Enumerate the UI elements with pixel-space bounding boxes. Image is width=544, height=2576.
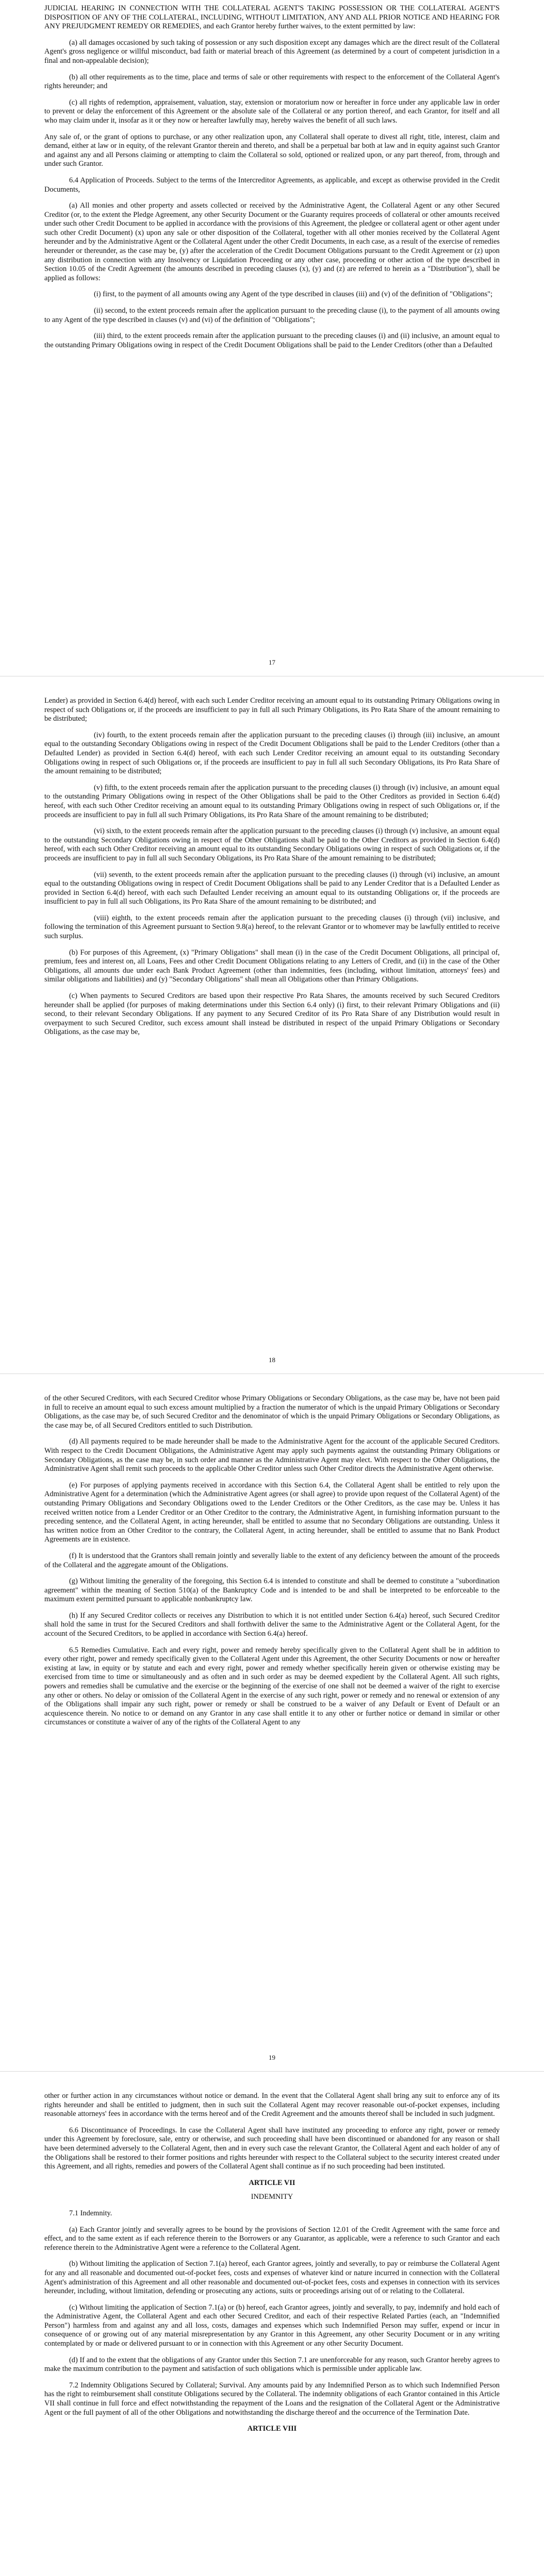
paragraph: 7.2 Indemnity Obligations Secured by Collateral; Survival. Any amounts paid by any Indemnified Person as to which such Indemnified Person has the right to reimbursement shall constitute Obligations secured by the Collateral. The indemnity obligations of each Grantor contained in this Article VII shall continue in full force and effect notwithstanding the repayment of the Loans and the resignation of the Collateral Agent or the Administrative Agent or the full payment of all of the other Obligations and notwithstanding the discharge thereof and the occurrence of the Termination Date. [44,2381,500,2417]
document-page-20 [0,2092,544,2439]
paragraph: (a) Each Grantor jointly and severally agrees to be bound by the provisions of Section 12.01 of the Credit Agreement with the same force and effect, and to the same extent as if each reference therein to the Borrowers or any Guarantor, as applicable, were a reference to such Grantor and each reference therein to the Administrative Agent were a reference to the Collateral Agent. [44,2225,500,2252]
paragraph: (a) all damages occasioned by such taking of possession or any such disposition except any damages which are the direct result of the Collateral Agent's gross negligence or willful misconduct, bad faith or material breach of this Agreement (as determined by a court of competent jurisdiction in a final and non-appealable decision); [44,38,500,65]
paragraph: (a) All monies and other property and assets collected or received by the Administrative Agent, the Collateral Agent or any other Secured Creditor (or, to the extent the Pledge Agreement, any other Security Document or the Guaranty requires proceeds of collateral or other amounts received under such other Credit Document to be applied in accordance with the provisions of this Agreement, the pledgee or collateral agent or other agent under such other Credit Document) (x) upon any sale or other disposition of the Collateral, together with all other monies received by the Collateral Agent hereunder and by the Administrative Agent or the Collateral Agent under the other Credit Documents, in each case, as a result of the exercise of remedies hereunder or thereunder, as the case may be, (y) after the acceleration of the Credit Document Obligations pursuant to the Credit Agreement or (z) upon any distribution in connection with any Insolvency or Liquidation Proceeding or any other case, proceeding or other action of the type described in Section 10.05 of the Credit Agreement (the amounts described in preceding clauses (x), (y) and (z) are referred to herein as a "Distribution"), shall be applied as follows: [44,201,500,282]
paragraph: (c) Without limiting the application of Section 7.1(a) or (b) hereof, each Grantor agrees, jointly and severally, to pay, indemnify and hold each of the Administrative Agent, the Collateral Agent and each other Secured Creditor, and each of their respective Related Parties (each, an "Indemnified Person") harmless from and against any and all loss, costs, damages and expenses which such Indemnified Person may suffer, expend or incur in consequence of or growing out of any material misrepresentation by any Grantor in this Agreement, any other Security Document or in any writing contemplated by or made or delivered pursuant to or in connection with this Agreement or any other Security Document. [44,2303,500,2348]
paragraph: Any sale of, or the grant of options to purchase, or any other realization upon, any Collateral shall operate to divest all right, title, interest, claim and demand, either at law or in equity, of the relevant Grantor therein and thereto, and shall be a perpetual bar both at law and in equity against such Grantor and against any and all Persons claiming or attempting to claim the Collateral so sold, optioned or realized upon, or any part thereof, from, through and under such Grantor. [44,132,500,168]
paragraph: (viii) eighth, to the extent proceeds remain after the application pursuant to the preceding clauses (i) through (vii) inclusive, and following the termination of this Agreement pursuant to Section 9.8(a) hereof, to the relevant Grantor or to whomever may be lawfully entitled to receive such surplus. [44,913,500,941]
article-heading: ARTICLE VIII [247,2425,297,2433]
paragraph: (c) When payments to Secured Creditors are based upon their respective Pro Rata Shares, the amounts received by such Secured Creditors hereunder shall be applied (for purposes of making determinations under this Section 6.4 only) (i) first, to their relevant Primary Obligations and (ii) second, to their relevant Secondary Obligations. If any payment to any Secured Creditor of its Pro Rata Share of any Distribution would result in overpayment to such Secured Creditor, such excess amount shall instead be distributed in respect of the unpaid Primary Obligations or Secondary Obligations, as the case may be, [44,992,500,1037]
paragraph: JUDICIAL HEARING IN CONNECTION WITH THE COLLATERAL AGENT'S TAKING POSSESSION OR THE COLLATERAL AGENT'S DISPOSITION OF ANY OF THE COLLATERAL, INCLUDING, WITHOUT LIMITATION, ANY AND ALL PRIOR NOTICE AND HEARING FOR ANY PREJUDGMENT REMEDY OR REMEDIES, and each Grantor hereby further waives, to the extent permitted by law: [44,4,500,31]
paragraph: (c) all rights of redemption, appraisement, valuation, stay, extension or moratorium now or hereafter in force under any applicable law in order to prevent or delay the enforcement of this Agreement or the absolute sale of the Collateral or any portion thereof, and each Grantor, for itself and all who may claim under it, insofar as it or they now or hereafter lawfully may, hereby waives the benefit of all such laws. [44,98,500,125]
page-number: 17 [269,658,275,666]
paragraph: (b) For purposes of this Agreement, (x) "Primary Obligations" shall mean (i) in the case of the Credit Document Obligations, all principal of, premium, fees and interest on, all Loans, Fees and other Credit Document Obligations relating to any Letters of Credit, and (ii) in the case of the Other Obligations, all amounts due under each Bank Product Agreement (other than indemnities, fees (including, without limitation, attorneys' fees) and similar obligations and liabilities) and (y) "Secondary Obligations" shall mean all Obligations other than Primary Obligations. [44,948,500,984]
paragraph: (b) all other requirements as to the time, place and terms of sale or other requirements with respect to the enforcement of the Collateral Agent's rights hereunder; and [44,73,500,91]
paragraph: (vii) seventh, to the extent proceeds remain after the application pursuant to the preceding clauses (i) through (vi) inclusive, an amount equal to the outstanding Obligations owing in respect of Credit Document Obligations shall be paid to any Lender Creditor that is a Defaulted Lender as provided in Section 6.4(d) hereof, with each such Defaulted Lender receiving an amount equal to its outstanding Obligations or, if the proceeds are insufficient to pay in full all such Obligations, its Pro Rata Share of the amount remaining to be distributed; and [44,870,500,906]
page-number: 19 [269,2054,275,2061]
page-divider [0,2071,544,2072]
article-subheading: INDEMNITY [251,2193,293,2201]
paragraph: (d) If and to the extent that the obligations of any Grantor under this Section 7.1 are unenforceable for any reason, such Grantor hereby agrees to make the maximum contribution to the payment and satisfaction of such obligations which is permissible under applicable law. [44,2355,500,2374]
paragraph: 6.6 Discontinuance of Proceedings. In case the Collateral Agent shall have instituted any proceeding to enforce any right, power or remedy under this Agreement by foreclosure, sale, entry or otherwise, and such proceeding shall have been discontinued or abandoned for any reason or shall have been determined adversely to the Collateral Agent, then and in every such case the relevant Grantor, the Collateral Agent and each holder of any of the Obligations shall be restored to their former positions and rights hereunder with respect to the Collateral subject to the security interest created under this Agreement, and all rights, remedies and powers of the Collateral Agent shall continue as if no such proceeding had been instituted. [44,2126,500,2171]
document-page-18 [0,697,544,1044]
article-heading: ARTICLE VII [249,2178,295,2187]
paragraph: other or further action in any circumstances without notice or demand. In the event that the Collateral Agent shall bring any suit to enforce any of its rights hereunder and shall be entitled to judgment, then in such suit the Collateral Agent may recover reasonable out-of-pocket expenses, including reasonable attorneys' fees in accordance with the terms hereof and of the Credit Agreement and the amounts thereof shall be included in such judgment. [44,2092,500,2119]
document-page-17 [0,4,544,357]
paragraph: (ii) second, to the extent proceeds remain after the application pursuant to the preceding clause (i), to the payment of all amounts owing to any Agent of the type described in clauses (v) and (vi) of the definition of "Obligations"; [44,307,500,324]
paragraph: (v) fifth, to the extent proceeds remain after the application pursuant to the preceding clauses (i) through (iv) inclusive, an amount equal to the outstanding Primary Obligations owing in respect of the Other Obligations shall be paid to the Other Creditors as provided in Section 6.4(d) hereof, with each such Other Creditor receiving an amount equal to its outstanding Primary Obligations owing in respect of such Obligations or, if the proceeds are insufficient to pay in full all such Primary Obligations, its Pro Rata Share of the amount remaining to be distributed; [44,783,500,819]
paragraph: (h) If any Secured Creditor collects or receives any Distribution to which it is not entitled under Section 6.4(a) hereof, such Secured Creditor shall hold the same in trust for the Secured Creditors and shall forthwith deliver the same to the Administrative Agent or the Collateral Agent, for the account of the Secured Creditors, to be applied in accordance with Section 6.4(a) hereof. [44,1611,500,1638]
page-number: 18 [269,1356,275,1364]
paragraph: (g) Without limiting the generality of the foregoing, this Section 6.4 is intended to constitute and shall be deemed to constitute a "subordination agreement" within the meaning of Section 510(a) of the Bankruptcy Code and is intended to be and shall be interpreted to be enforceable to the maximum extent permitted pursuant to applicable nonbankruptcy law. [44,1577,500,1604]
section-7-1-heading: 7.1 Indemnity. [69,2209,112,2217]
paragraph: (d) All payments required to be made hereunder shall be made to the Administrative Agent for the account of the applicable Secured Creditors. With respect to the Credit Document Obligations, the Administrative Agent may apply such payments against the outstanding Primary Obligations or Secondary Obligations, as the case may be, in such order and manner as the Administrative Agent may elect. With respect to the Other Obligations, the Administrative Agent shall remit such proceeds to the applicable Other Creditor unless such Other Creditor directs the Administrative Agent otherwise. [44,1437,500,1473]
paragraph: (b) Without limiting the application of Section 7.1(a) hereof, each Grantor agrees, jointly and severally, to pay or reimburse the Collateral Agent for any and all reasonable and documented out-of-pocket fees, costs and expenses of whatever kind or nature incurred in connection with the Collateral Agent's administration of this Agreement and all other reasonable and documented out-of-pocket fees, costs and expenses in connection with its services hereunder, including, without limitation, defending or prosecuting any actions, suits or proceedings arising out of or relating to the Collateral. [44,2260,500,2296]
paragraph: Lender) as provided in Section 6.4(d) hereof, with each such Lender Creditor receiving an amount equal to its outstanding Primary Obligations owing in respect of such Obligations or, if the proceeds are insufficient to pay in full all such Primary Obligations, its Pro Rata Share of the amount remaining to be distributed; [44,697,500,723]
paragraph: 6.5 Remedies Cumulative. Each and every right, power and remedy hereby specifically given to the Collateral Agent shall be in addition to every other right, power and remedy specifically given to the Collateral Agent under this Agreement, the other Security Documents or now or hereafter existing at law, in equity or by statute and each and every right, power and remedy whether specifically herein given or otherwise existing may be exercised from time to time or simultaneously and as often and in such order as may be deemed expedient by the Collateral Agent. All such rights, powers and remedies shall be cumulative and the exercise or the beginning of the exercise of one shall not be deemed a waiver of the right to exercise any other or others. No delay or omission of the Collateral Agent in the exercise of any such right, power or remedy and no renewal or extension of any of the Obligations shall impair any such right, power or remedy or shall be construed to be a waiver of any Default or Event of Default or an acquiescence therein. No notice to or demand on any Grantor in any case shall entitle it to any other or further notice or demand in similar or other circumstances or constitute a waiver of any of the rights of the Collateral Agent to any [44,1646,500,1727]
paragraph: (e) For purposes of applying payments received in accordance with this Section 6.4, the Collateral Agent shall be entitled to rely upon the Administrative Agent for a determination (which the Administrative Agent agrees (or shall agree) to provide upon request of the Collateral Agent) of the outstanding Primary Obligations and Secondary Obligations owed to the Lender Creditors or the Other Creditors, as the case may be. Unless it has received written notice from a Lender Creditor or an Other Creditor to the contrary, the Administrative Agent, in furnishing information pursuant to the preceding sentence, and the Collateral Agent, in acting hereunder, shall be entitled to assume that no Secondary Obligations are outstanding. Unless it has written notice from an Other Creditor to the contrary, the Collateral Agent, in acting hereunder, shall be entitled to assume that no Bank Product Agreements are in existence. [44,1481,500,1544]
section-6-4-heading: 6.4 Application of Proceeds. Subject to the terms of the Intercreditor Agreements, as applicable, and except as otherwise provided in the Credit Documents, [44,176,500,194]
paragraph: (i) first, to the payment of all amounts owing any Agent of the type described in clauses (iii) and (v) of the definition of "Obligations"; [94,290,493,299]
paragraph: (iv) fourth, to the extent proceeds remain after the application pursuant to the preceding clauses (i) through (iii) inclusive, an amount equal to the outstanding Secondary Obligations owing in respect of the Credit Document Obligations shall be paid to the Lender Creditors (other than a Defaulted Lender) as provided in Section 6.4(d) hereof, with each such Lender Creditor receiving an amount equal to its outstanding Secondary Obligations owing in respect of such Obligations or, if the proceeds are insufficient to pay in full all such Secondary Obligations, its Pro Rata Share of the amount remaining to be distributed; [44,731,500,776]
paragraph: (iii) third, to the extent proceeds remain after the application pursuant to the preceding clauses (i) and (ii) inclusive, an amount equal to the outstanding Primary Obligations owing in respect of the Credit Document Obligations shall be paid to the Lender Creditors (other than a Defaulted [44,332,500,349]
paragraph: (vi) sixth, to the extent proceeds remain after the application pursuant to the preceding clauses (i) through (v) inclusive, an amount equal to the outstanding Secondary Obligations owing in respect of the Other Obligations shall be paid to the Other Creditors as provided in Section 6.4(d) hereof, with each such Other Creditor receiving an amount equal to its outstanding Secondary Obligations owing in respect of such Obligations or, if the proceeds are insufficient to pay in full all such Secondary Obligations, its Pro Rata Share of the amount remaining to be distributed; [44,827,500,862]
document-page-19 [0,1394,544,1735]
paragraph: of the other Secured Creditors, with each Secured Creditor whose Primary Obligations or Secondary Obligations, as the case may be, have not been paid in full to receive an amount equal to such excess amount multiplied by a fraction the numerator of which is the unpaid Primary Obligations or Secondary Obligations, as the case may be, of such Secured Creditor and the denominator of which is the unpaid Primary Obligations or Secondary Obligations, as the case may be, of all Secured Creditors entitled to such Distribution. [44,1394,500,1430]
paragraph: (f) It is understood that the Grantors shall remain jointly and severally liable to the extent of any deficiency between the amount of the proceeds of the Collateral and the aggregate amount of the Obligations. [44,1551,500,1569]
